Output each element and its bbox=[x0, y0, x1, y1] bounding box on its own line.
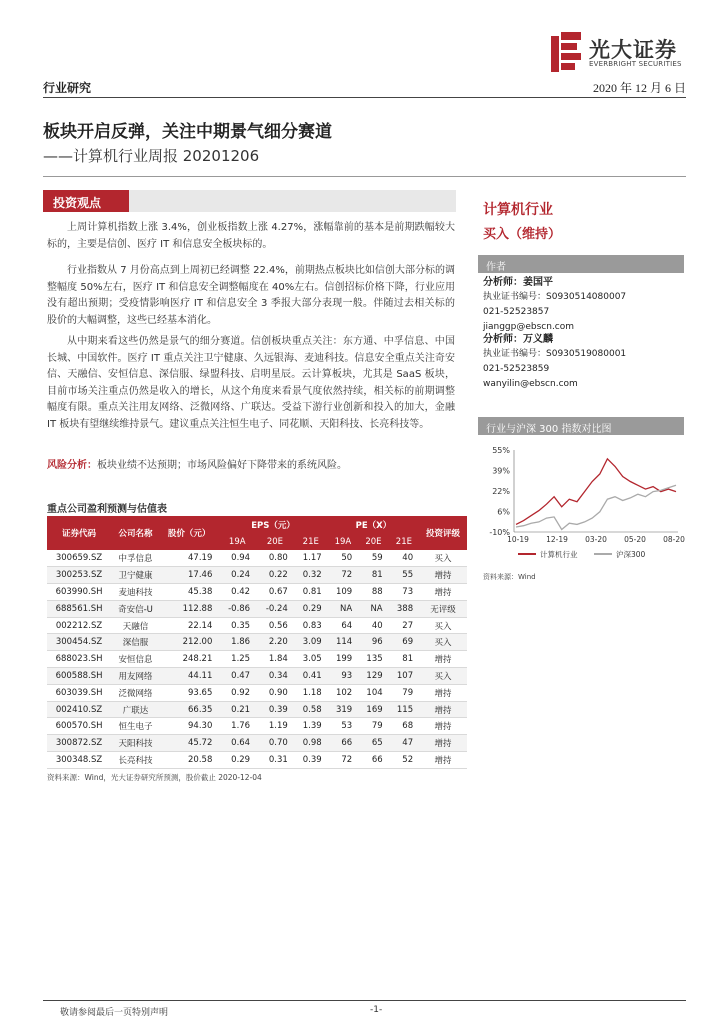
divider bbox=[43, 1000, 686, 1001]
chart-label: 行业与沪深 300 指数对比图 bbox=[478, 417, 684, 435]
cell-code: 300872.SZ bbox=[47, 735, 111, 752]
table-source: 资料来源：Wind，光大证券研究所预测，股价截止 2020-12-04 bbox=[47, 773, 262, 782]
cell-code: 002410.SZ bbox=[47, 701, 111, 718]
y-tick-label: 39% bbox=[492, 466, 510, 476]
analyst-phone: 021-52523857 bbox=[483, 307, 550, 317]
cell-eps: 3.09 bbox=[294, 634, 328, 651]
author-label: 作者 bbox=[478, 255, 684, 273]
cell-name: 泛微网络 bbox=[111, 684, 160, 701]
brand-name: 光大证券 bbox=[589, 38, 677, 62]
col-year: 19A bbox=[218, 533, 256, 550]
cell-price: 112.88 bbox=[160, 600, 219, 617]
cell-code: 688561.SH bbox=[47, 600, 111, 617]
cell-pe: 59 bbox=[358, 550, 388, 567]
cell-pe: 388 bbox=[389, 600, 419, 617]
cell-pe: 96 bbox=[358, 634, 388, 651]
cell-eps: 0.32 bbox=[294, 567, 328, 584]
cell-name: 天阳科技 bbox=[111, 735, 160, 752]
cell-eps: 0.56 bbox=[256, 617, 294, 634]
table-title: 重点公司盈利预测与估值表 bbox=[47, 504, 167, 515]
cell-rating: 无评级 bbox=[419, 600, 467, 617]
cell-eps: 2.20 bbox=[256, 634, 294, 651]
cell-eps: 0.98 bbox=[294, 735, 328, 752]
cell-eps: 0.29 bbox=[218, 752, 256, 769]
report-date: 2020 年 12 月 6 日 bbox=[592, 81, 686, 95]
cell-eps: 0.81 bbox=[294, 584, 328, 601]
cell-code: 600588.SH bbox=[47, 668, 111, 685]
table-row bbox=[47, 718, 467, 735]
cell-name: 安恒信息 bbox=[111, 651, 160, 668]
y-tick-label: 22% bbox=[492, 487, 510, 496]
x-tick-label: 12-19 bbox=[546, 535, 568, 544]
cell-code: 300454.SZ bbox=[47, 634, 111, 651]
cell-name: 深信服 bbox=[111, 634, 160, 651]
cell-rating: 增持 bbox=[419, 651, 467, 668]
cell-pe: NA bbox=[358, 600, 388, 617]
cell-eps: 0.90 bbox=[256, 684, 294, 701]
cell-pe: 52 bbox=[389, 752, 419, 769]
cell-pe: 68 bbox=[389, 718, 419, 735]
paragraph: 行业指数从 7 月份高点到上周初已经调整 22.4%，前期热点板块比如信创大部分标的调整幅度 50%左右，医疗 IT 和信息安全调整幅度在 40%左右。信创招标价格下降，行业应用没有超出预期；受疫情影响医疗 IT 和信息安全 3 季报大部分表现一般。伴随过去相关标的股价的大幅调整，这些已经基本消化。 bbox=[47, 265, 455, 326]
cell-pe: 88 bbox=[358, 584, 388, 601]
cell-pe: 129 bbox=[358, 668, 388, 685]
brand-name-en: EVERBRIGHT SECURITIES bbox=[589, 60, 682, 68]
x-tick-label: 03-20 bbox=[585, 535, 607, 544]
table-row bbox=[47, 634, 467, 651]
chart-source: 资料来源：Wind bbox=[483, 573, 536, 581]
section-header bbox=[43, 190, 456, 212]
col-year: 21E bbox=[294, 533, 328, 550]
cell-pe: 114 bbox=[328, 634, 358, 651]
cell-eps: 0.70 bbox=[256, 735, 294, 752]
analyst-email[interactable]: jianggp@ebscn.com bbox=[483, 322, 575, 332]
legend-label: 计算机行业 bbox=[540, 550, 578, 559]
cell-eps: -0.24 bbox=[256, 600, 294, 617]
cell-eps: 0.21 bbox=[218, 701, 256, 718]
paragraph: 从中期来看这些仍然是景气的细分赛道。信创板块重点关注：东方通、中孚信息、中国长城、中国软件。医疗 IT 重点关注卫宁健康、久远银海、麦迪科技。信息安全重点关注奇安信、天融信、安恒信息、深信服、绿盟科技、启明星辰。云计算板块，尤其是 SaaS 板块，目前市场关注重点仍然是收入的增长，从这个角度来看景气度依然持续，相关标的前期调整幅度有限。重点关注用友网络、泛微网络、广联达。受益下游行业创新和投入的加大，金融 IT 板块有望继续维持景气。建议重点关注恒生电子、同花顺、天阳科技、长亮科技等。 bbox=[47, 336, 455, 430]
cell-pe: 66 bbox=[328, 735, 358, 752]
cell-eps: -0.86 bbox=[218, 600, 256, 617]
cell-pe: 27 bbox=[389, 617, 419, 634]
col-code: 证券代码 bbox=[47, 516, 111, 550]
table-row bbox=[47, 735, 467, 752]
cell-name: 天融信 bbox=[111, 617, 160, 634]
cell-pe: 72 bbox=[328, 752, 358, 769]
page-number: -1- bbox=[370, 1005, 383, 1015]
cell-code: 603039.SH bbox=[47, 684, 111, 701]
report-category: 行业研究 bbox=[43, 81, 92, 95]
cell-code: 002212.SZ bbox=[47, 617, 111, 634]
cell-code: 300253.SZ bbox=[47, 567, 111, 584]
cell-name: 麦迪科技 bbox=[111, 584, 160, 601]
cell-pe: 55 bbox=[389, 567, 419, 584]
industry-name: 计算机行业 bbox=[483, 202, 553, 218]
cell-rating: 买入 bbox=[419, 617, 467, 634]
cell-name: 广联达 bbox=[111, 701, 160, 718]
analyst-block bbox=[483, 332, 626, 392]
cell-pe: 107 bbox=[389, 668, 419, 685]
cell-code: 600570.SH bbox=[47, 718, 111, 735]
col-price: 股价（元） bbox=[160, 516, 219, 550]
cell-eps: 1.86 bbox=[218, 634, 256, 651]
cell-eps: 0.80 bbox=[256, 550, 294, 567]
cell-pe: 81 bbox=[389, 651, 419, 668]
cell-name: 中孚信息 bbox=[111, 550, 160, 567]
cell-price: 20.58 bbox=[160, 752, 219, 769]
cell-rating: 买入 bbox=[419, 634, 467, 651]
cell-pe: 81 bbox=[358, 567, 388, 584]
analyst-cert: 执业证书编号：S0930519080001 bbox=[483, 349, 627, 359]
cell-eps: 0.64 bbox=[218, 735, 256, 752]
col-year: 19A bbox=[328, 533, 358, 550]
brand-mark-icon bbox=[551, 32, 583, 72]
cell-price: 248.21 bbox=[160, 651, 219, 668]
cell-code: 603990.SH bbox=[47, 584, 111, 601]
cell-price: 45.38 bbox=[160, 584, 219, 601]
cell-price: 47.19 bbox=[160, 550, 219, 567]
table-row bbox=[47, 584, 467, 601]
index-comparison-chart bbox=[478, 440, 688, 570]
table-row bbox=[47, 550, 467, 567]
investment-rating: 买入（维持） bbox=[483, 227, 562, 242]
cell-eps: 0.92 bbox=[218, 684, 256, 701]
cell-pe: 50 bbox=[328, 550, 358, 567]
cell-pe: 79 bbox=[358, 718, 388, 735]
risk-text: 板块业绩不达预期；市场风险偏好下降带来的系统风险。 bbox=[97, 460, 347, 471]
cell-eps: 0.94 bbox=[218, 550, 256, 567]
risk-analysis bbox=[47, 458, 455, 474]
cell-eps: 0.47 bbox=[218, 668, 256, 685]
page-title: 板块开启反弹，关注中期景气细分赛道 bbox=[43, 122, 332, 142]
cell-pe: 102 bbox=[328, 684, 358, 701]
col-rating: 投资评级 bbox=[419, 516, 467, 550]
valuation-table bbox=[47, 516, 467, 769]
cell-price: 93.65 bbox=[160, 684, 219, 701]
cell-pe: 66 bbox=[358, 752, 388, 769]
cell-rating: 增持 bbox=[419, 701, 467, 718]
cell-eps: 1.76 bbox=[218, 718, 256, 735]
col-year: 20E bbox=[358, 533, 388, 550]
analyst-cert: 执业证书编号：S0930514080007 bbox=[483, 292, 627, 302]
cell-name: 奇安信-U bbox=[111, 600, 160, 617]
col-pe: PE（X） bbox=[328, 516, 419, 533]
cell-name: 用友网络 bbox=[111, 668, 160, 685]
cell-pe: 319 bbox=[328, 701, 358, 718]
col-eps: EPS（元） bbox=[218, 516, 327, 533]
cell-rating: 买入 bbox=[419, 668, 467, 685]
cell-eps: 1.19 bbox=[256, 718, 294, 735]
cell-eps: 0.41 bbox=[294, 668, 328, 685]
cell-rating: 增持 bbox=[419, 684, 467, 701]
brand-logo bbox=[551, 32, 696, 74]
cell-price: 212.00 bbox=[160, 634, 219, 651]
cell-pe: 135 bbox=[358, 651, 388, 668]
cell-price: 94.30 bbox=[160, 718, 219, 735]
col-year: 20E bbox=[256, 533, 294, 550]
cell-eps: 0.42 bbox=[218, 584, 256, 601]
analyst-block bbox=[483, 275, 626, 335]
col-name: 公司名称 bbox=[111, 516, 160, 550]
cell-eps: 0.67 bbox=[256, 584, 294, 601]
cell-name: 卫宁健康 bbox=[111, 567, 160, 584]
cell-eps: 0.83 bbox=[294, 617, 328, 634]
cell-pe: 69 bbox=[389, 634, 419, 651]
cell-code: 300348.SZ bbox=[47, 752, 111, 769]
cell-eps: 1.84 bbox=[256, 651, 294, 668]
cell-name: 恒生电子 bbox=[111, 718, 160, 735]
cell-eps: 1.25 bbox=[218, 651, 256, 668]
cell-eps: 1.39 bbox=[294, 718, 328, 735]
cell-pe: 104 bbox=[358, 684, 388, 701]
table-row bbox=[47, 651, 467, 668]
cell-rating: 增持 bbox=[419, 718, 467, 735]
cell-eps: 0.29 bbox=[294, 600, 328, 617]
cell-pe: 72 bbox=[328, 567, 358, 584]
paragraph: 上周计算机指数上涨 3.4%，创业板指数上涨 4.27%，涨幅靠前的基本是前期跌幅较大标的，主要是信创、医疗 IT 和信息安全板块标的。 bbox=[47, 222, 455, 250]
cell-eps: 0.35 bbox=[218, 617, 256, 634]
cell-rating: 增持 bbox=[419, 752, 467, 769]
page-subtitle: ——计算机行业周报 20201206 bbox=[43, 147, 260, 165]
table-row bbox=[47, 701, 467, 718]
cell-pe: 109 bbox=[328, 584, 358, 601]
table-row bbox=[47, 567, 467, 584]
cell-eps: 0.31 bbox=[256, 752, 294, 769]
cell-price: 17.46 bbox=[160, 567, 219, 584]
cell-rating: 增持 bbox=[419, 567, 467, 584]
cell-eps: 1.17 bbox=[294, 550, 328, 567]
cell-pe: 73 bbox=[389, 584, 419, 601]
cell-eps: 0.39 bbox=[256, 701, 294, 718]
cell-price: 22.14 bbox=[160, 617, 219, 634]
cell-eps: 1.18 bbox=[294, 684, 328, 701]
cell-rating: 增持 bbox=[419, 735, 467, 752]
y-tick-label: 6% bbox=[497, 507, 510, 517]
x-tick-label: 05-20 bbox=[624, 535, 646, 544]
table-row bbox=[47, 684, 467, 701]
cell-rating: 增持 bbox=[419, 584, 467, 601]
cell-price: 45.72 bbox=[160, 735, 219, 752]
cell-pe: 169 bbox=[358, 701, 388, 718]
cell-price: 66.35 bbox=[160, 701, 219, 718]
divider bbox=[43, 176, 686, 177]
cell-pe: 65 bbox=[358, 735, 388, 752]
risk-label: 风险分析： bbox=[47, 460, 97, 471]
cell-eps: 0.24 bbox=[218, 567, 256, 584]
cell-eps: 0.58 bbox=[294, 701, 328, 718]
cell-eps: 0.39 bbox=[294, 752, 328, 769]
analyst-title: 分析师：姜国平 bbox=[483, 277, 553, 288]
y-tick-label: -10% bbox=[489, 528, 510, 537]
analyst-title: 分析师：万义麟 bbox=[483, 334, 553, 345]
table-row bbox=[47, 617, 467, 634]
analyst-phone: 021-52523859 bbox=[483, 364, 550, 374]
table-row bbox=[47, 600, 467, 617]
cell-pe: NA bbox=[328, 600, 358, 617]
x-tick-label: 10-19 bbox=[507, 535, 529, 544]
legend-label: 沪深300 bbox=[616, 550, 646, 559]
cell-pe: 199 bbox=[328, 651, 358, 668]
cell-eps: 0.22 bbox=[256, 567, 294, 584]
table-row bbox=[47, 752, 467, 769]
col-year: 21E bbox=[389, 533, 419, 550]
x-tick-label: 08-20 bbox=[663, 535, 685, 544]
cell-pe: 53 bbox=[328, 718, 358, 735]
cell-pe: 64 bbox=[328, 617, 358, 634]
table-row bbox=[47, 668, 467, 685]
cell-pe: 40 bbox=[358, 617, 388, 634]
cell-eps: 3.05 bbox=[294, 651, 328, 668]
cell-pe: 115 bbox=[389, 701, 419, 718]
cell-code: 300659.SZ bbox=[47, 550, 111, 567]
cell-name: 长亮科技 bbox=[111, 752, 160, 769]
analyst-email[interactable]: wanyilin@ebscn.com bbox=[483, 379, 578, 389]
cell-price: 44.11 bbox=[160, 668, 219, 685]
cell-rating: 买入 bbox=[419, 550, 467, 567]
cell-pe: 47 bbox=[389, 735, 419, 752]
series-line-1 bbox=[516, 485, 676, 529]
cell-pe: 40 bbox=[389, 550, 419, 567]
cell-eps: 0.34 bbox=[256, 668, 294, 685]
y-tick-label: 55% bbox=[492, 446, 510, 455]
cell-code: 688023.SH bbox=[47, 651, 111, 668]
section-label: 投资观点 bbox=[43, 190, 129, 212]
footer-disclaimer: 敬请参阅最后一页特别声明 bbox=[60, 1008, 169, 1018]
divider bbox=[43, 97, 686, 98]
cell-pe: 79 bbox=[389, 684, 419, 701]
cell-pe: 93 bbox=[328, 668, 358, 685]
